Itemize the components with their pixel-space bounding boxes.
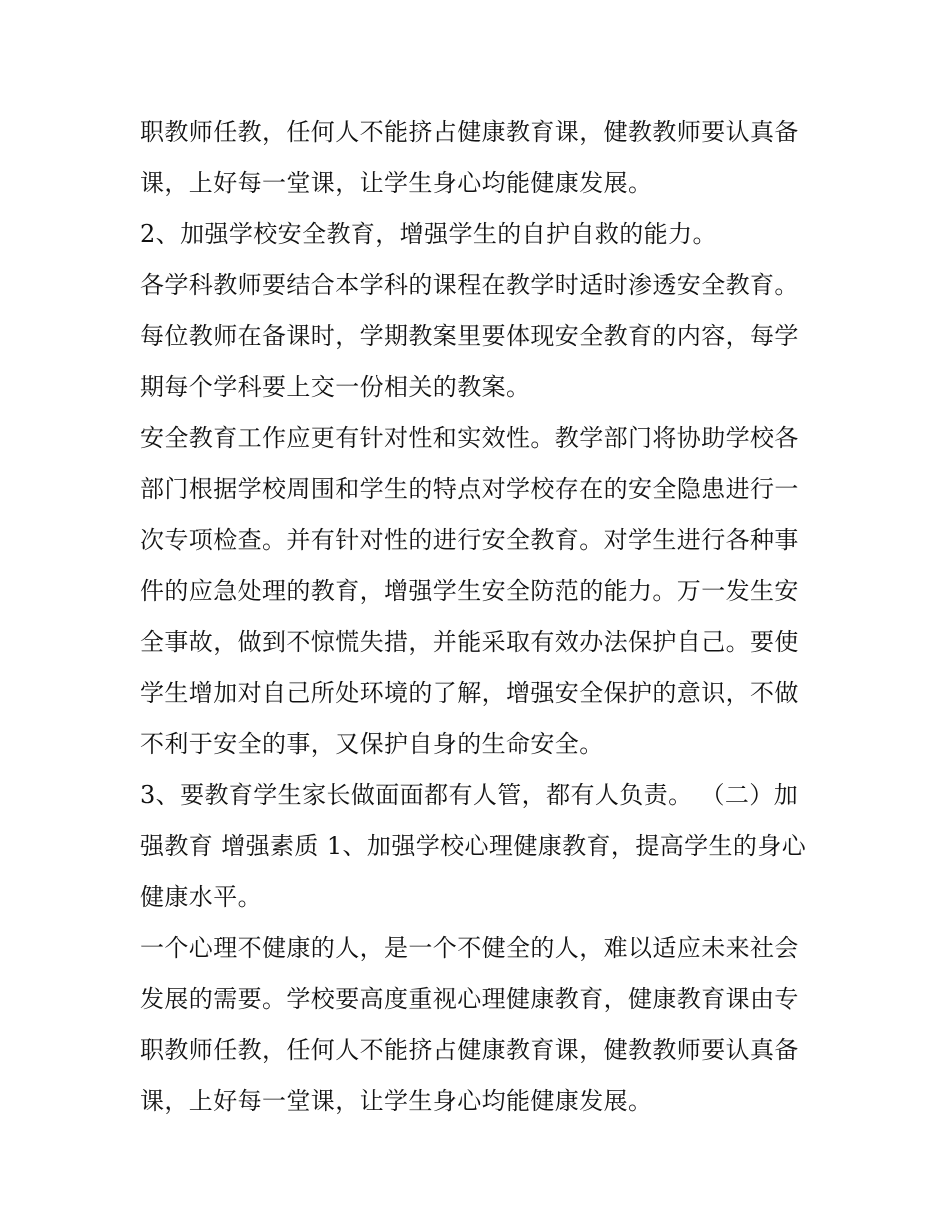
text-line: 课，上好每一堂课，让学生身心均能健康发展。 (140, 1087, 653, 1115)
text-line: 每位教师在备课时，学期教案里要体现安全教育的内容，每学 (140, 322, 799, 350)
text-line: 职教师任教，任何人不能挤占健康教育课，健教教师要认真备 (140, 1036, 799, 1064)
text-line: 学生增加对自己所处环境的了解，增强安全保护的意识，不做 (140, 679, 799, 707)
text-line: 健康水平。 (140, 883, 262, 911)
text-line: 期每个学科要上交一份相关的教案。 (140, 373, 531, 401)
document-body (140, 107, 815, 1127)
text-line: 安全教育工作应更有针对性和实效性。教学部门将协助学校各 (140, 424, 799, 452)
text-line: 一个心理不健康的人，是一个不健全的人，难以适应未来社会 (140, 934, 799, 962)
text-line: 全事故，做到不惊慌失措，并能采取有效办法保护自己。要使 (140, 628, 799, 656)
text-line: 各学科教师要结合本学科的课程在教学时适时渗透安全教育。 (140, 271, 799, 299)
text-line: 件的应急处理的教育，增强学生安全防范的能力。万一发生安 (140, 577, 799, 605)
text-line: 3、要教育学生家长做面面都有人管，都有人负责。 （二）加 (140, 781, 799, 809)
text-line: 不利于安全的事，又保护自身的生命安全。 (140, 730, 604, 758)
text-line: 课，上好每一堂课，让学生身心均能健康发展。 (140, 169, 653, 197)
text-line: 强教育 增强素质 1、加强学校心理健康教育，提高学生的身心 (140, 832, 807, 860)
text-line: 次专项检查。并有针对性的进行安全教育。对学生进行各种事 (140, 526, 799, 554)
text-line: 职教师任教，任何人不能挤占健康教育课，健教教师要认真备 (140, 118, 799, 146)
text-line: 2、加强学校安全教育，增强学生的自护自救的能力。 (140, 220, 717, 248)
text-line: 部门根据学校周围和学生的特点对学校存在的安全隐患进行一 (140, 475, 799, 503)
text-line: 发展的需要。学校要高度重视心理健康教育，健康教育课由专 (140, 985, 799, 1013)
